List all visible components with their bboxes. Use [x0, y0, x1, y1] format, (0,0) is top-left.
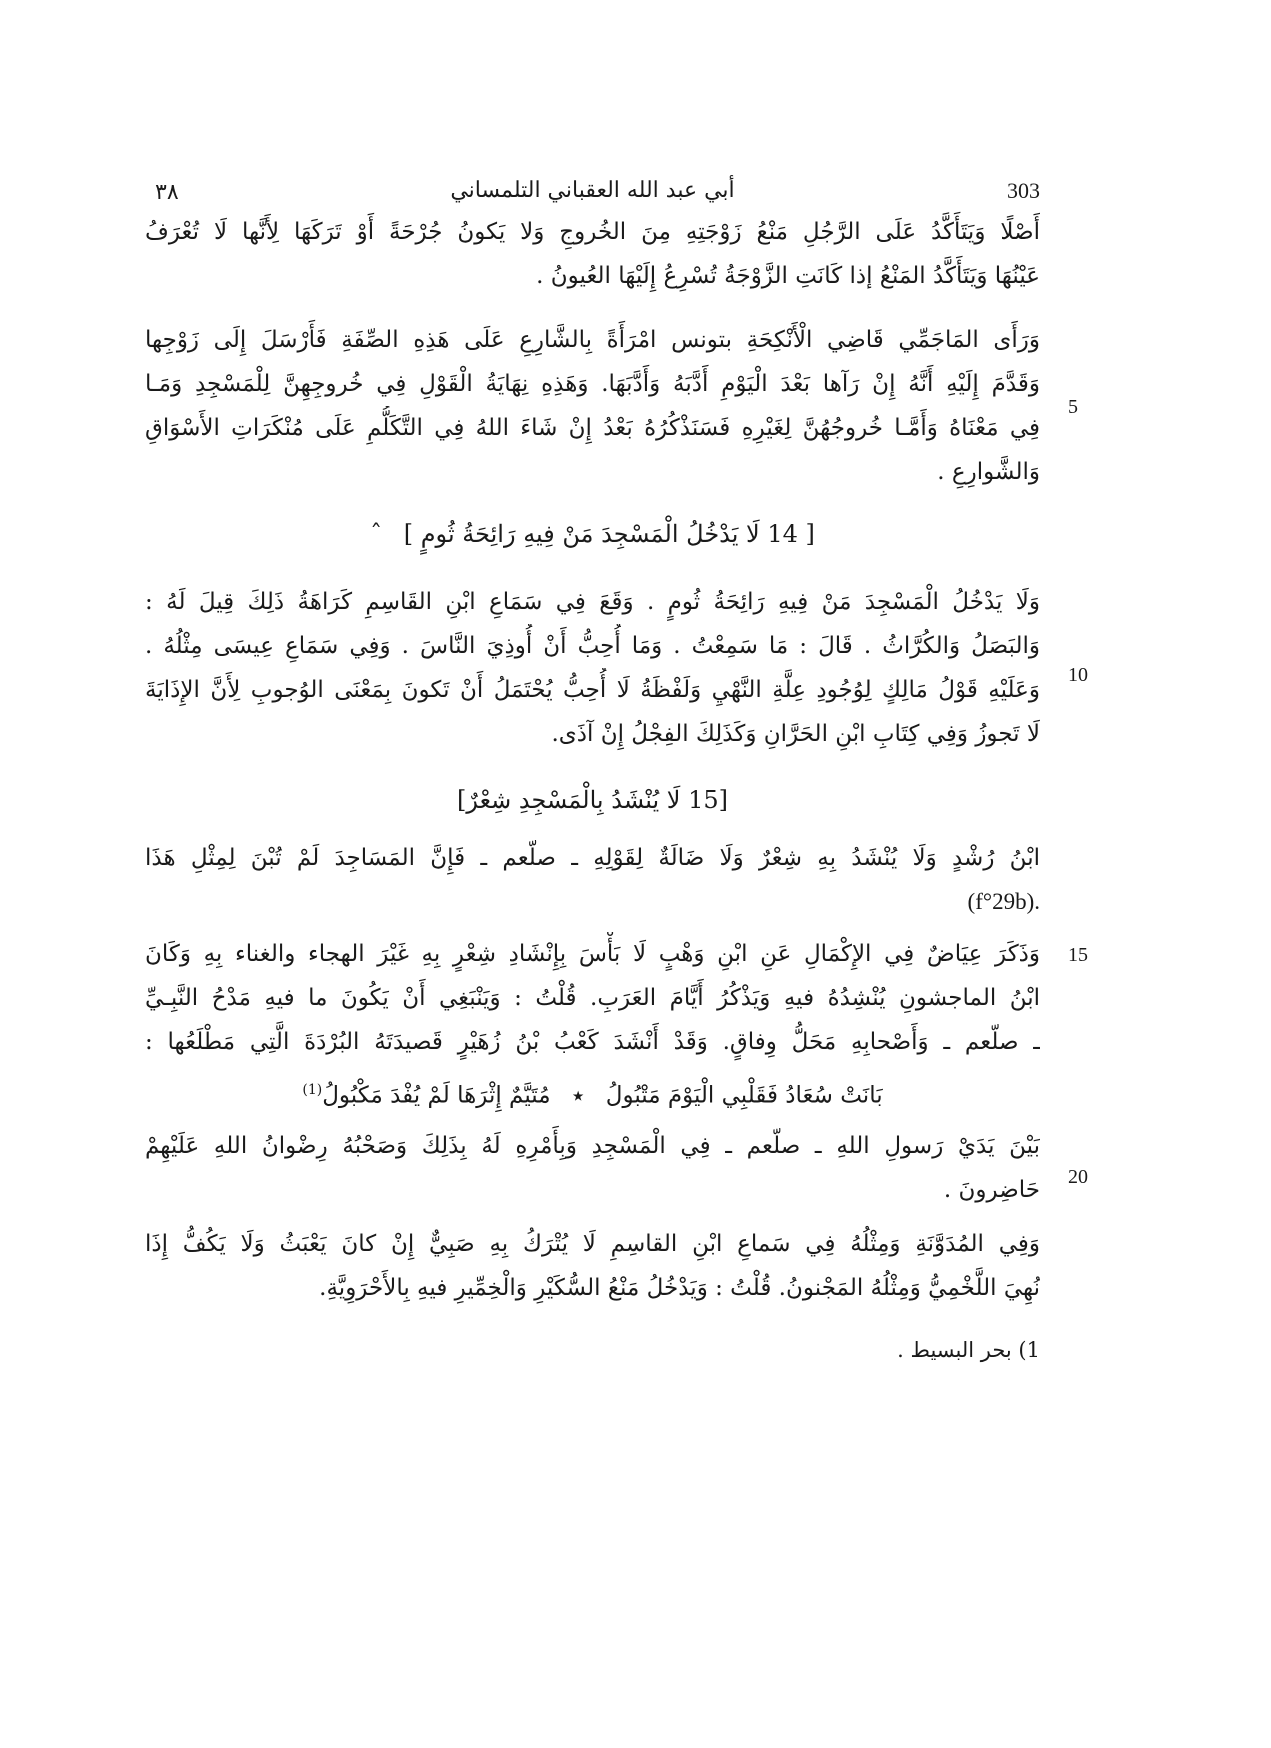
paragraph-5 [145, 932, 1040, 1064]
paragraph-6 [145, 1124, 1040, 1212]
text-line: بَيْنَ يَدَيْ رَسولِ اللهِ ـ صلّعم ـ فِي الْمَسْجِدِ وَبِأَمْرِهِ لَهُ بِذَلِكَ وَصَحْبُهُ رِضْوانُ اللهِ عَلَيْهِمْ [145, 1133, 1040, 1159]
heading-text: [15 لَا يُنْشَدُ بِالْمَسْجِدِ شِعْرٌ] [456, 786, 729, 814]
line-number: 15 [1068, 944, 1088, 966]
text-line: وَرَأَى المَاجَمِّي قَاضِي الْأَنْكِحَةِ بتونس امْرَأَةً بِالشَّارِعِ عَلَى هَذِهِ الصِّفَةِ فَأَرْسَلَ إِلَى زَوْجِها [145, 327, 1040, 353]
line-number: 5 [1068, 396, 1078, 418]
line-number: 20 [1068, 1166, 1088, 1188]
folio-number: 303 [1007, 178, 1040, 203]
text-line: وَلَا يَدْخُلُ الْمَسْجِدَ مَنْ فِيهِ رَائِحَةُ ثُومٍ . وَقَعَ فِي سَمَاعِ ابْنِ القَاسِمِ كَرَاهَةُ ذَلِكَ قِيلَ لَهُ : [145, 589, 1040, 615]
heading-mark: ˆ [370, 520, 383, 548]
line-number: 10 [1068, 664, 1088, 686]
paragraph-4 [145, 836, 1040, 924]
text-line: ابْنُ الماجشونِ يُنْشِدُهُ فيهِ وَيَذْكُرُ أَيَّامَ العَرَبِ. قُلْتُ : وَيَنْبَغِي أَنْ يَكُونَ ما فيهِ مَدْحُ النَّبِـيِّ [145, 985, 1040, 1011]
text-line: وَذَكَرَ عِيَاضٌ فِي الإِكْمَالِ عَنِ ابْنِ وَهْبٍ لَا بَأْسَ بِإِنْشَادِ شِعْرٍ بِهِ غَيْرَ الهجاء والغناء بِهِ وَكَانَ [145, 941, 1040, 967]
verse-hemistich-2: مُتَيَّمٌ إِثْرَهَا لَمْ يُفْدَ مَكْبُولُ [322, 1082, 551, 1109]
verse-separator: ٭ [571, 1082, 585, 1109]
page-number-arabic: ٣٨ [155, 180, 179, 205]
text-line: عَيْنُهَا وَيَتَأَكَّدُ المَنْعُ إذا كَانَتِ الزَّوْجَةُ تُسْرِعُ إِلَيْهَا العُيونُ . [536, 263, 1040, 289]
paragraph-7 [145, 1222, 1040, 1310]
text-line: أَصْلًا وَيَتَأَكَّدُ عَلَى الرَّجُلِ مَنْعُ زَوْجَتِهِ مِنَ الخُروجِ وَلا يَكونُ جُرْحَةً أَوْ تَرَكَهَا لِأَنَّها لَا تُعْرَفُ [145, 219, 1040, 245]
paragraph-3 [145, 580, 1040, 756]
heading-text: [ 14 لَا يَدْخُلُ الْمَسْجِدَ مَنْ فِيهِ رَائِحَةُ ثُومٍ ] [403, 520, 815, 548]
text-line: حَاضِرونَ . [943, 1177, 1040, 1203]
text-line: ـ صلّعم ـ وَأَصْحابِهِ مَحَلُّ وِفاقٍ. وَقَدْ أَنْشَدَ كَعْبُ بْنُ زُهَيْرٍ قَصيدَتَهُ البُرْدَةَ الَّتِي مَطْلَعُها : [145, 1029, 1040, 1055]
footnote [145, 1330, 1040, 1370]
folio-reference: .(f°29b) [967, 889, 1040, 914]
section-heading-15 [145, 778, 1040, 822]
footnote-marker: (1) [302, 1082, 323, 1098]
text-line: وَقَدَّمَ إِلَيْهِ أَنَّهُ إِنْ رَآها بَعْدَ الْيَوْمِ أَدَّبَهُ وَأَدَّبَهَا. وَهَذِهِ نِهَايَةُ الْقَوْلِ فِي خُروجِهِنَّ لِلْمَسْجِدِ وَمَـا [145, 371, 1040, 397]
text-line: وَعَلَيْهِ قَوْلُ مَالِكٍ لِوُجُودِ عِلَّةِ النَّهْيِ وَلَفْظَةُ لَا أُحِبُّ يُحْتَمَلُ أَنْ تَكونَ بِمَعْنَى الوُجوبِ لِأَنَّ الإِذَايَةَ [145, 677, 1040, 703]
footnote-text: 1) بحر البسيط . [897, 1338, 1040, 1362]
text-line: وَالبَصَلُ وَالكُرَّاثُ . قَالَ : مَا سَمِعْتُ . وَمَا أُحِبُّ أَنْ أُوذِيَ النَّاسَ . وَفِي سَمَاعِ عِيسَى مِثْلُهُ . [145, 633, 1040, 659]
text-line: فِي مَعْنَاهُ وَأَمَّـا خُروجُهُنَّ لِغَيْرِهِ فَسَنَذْكُرُهُ بَعْدُ إِنْ شَاءَ اللهُ فِي التَّكَلُّمِ عَلَى مُنْكَرَاتِ الأَسْوَاقِ [145, 415, 1040, 441]
poem-verse [145, 1068, 1040, 1118]
text-line: نُهِيَ اللَّخْمِيُّ وَمِثْلُهُ المَجْنونُ. قُلْتُ : وَيَدْخُلُ مَنْعُ السُّكَيْرِ وَالْخِمِّيرِ فيهِ بِالأَحْرَوِيَّةِ. [319, 1275, 1040, 1301]
running-title: أبي عبد الله العقباني التلمساني [450, 178, 735, 203]
paragraph-1 [145, 210, 1040, 298]
section-heading-14 [145, 512, 1040, 556]
verse-hemistich-1: بَانَتْ سُعَادُ فَقَلْبِي الْيَوْمَ مَتْبُولُ [605, 1082, 883, 1109]
paragraph-2 [145, 318, 1040, 494]
text-line: لَا تَجوزُ وَفِي كِتَابِ ابْنِ الحَرَّانِ وَكَذَلِكَ الفِجْلُ إِنْ آذَى. [551, 721, 1040, 747]
text-line: وَالشَّوارِعِ . [937, 459, 1040, 485]
text-line: وَفِي المُدَوَّنَةِ وَمِثْلُهُ فِي سَماعِ ابْنِ القاسِمِ لَا يُتْرَكُ بِهِ صَبِيٌّ إِنْ كانَ يَعْبَثُ وَلَا يَكُفُّ إِذَا [145, 1231, 1040, 1257]
text-line: ابْنُ رُشْدٍ وَلَا يُنْشَدُ بِهِ شِعْرٌ وَلَا ضَالَةٌ لِقَوْلِهِ ـ صلّعم ـ فَإِنَّ المَسَاجِدَ لَمْ تُبْنَ لِمِثْلِ هَذَا [145, 845, 1040, 871]
